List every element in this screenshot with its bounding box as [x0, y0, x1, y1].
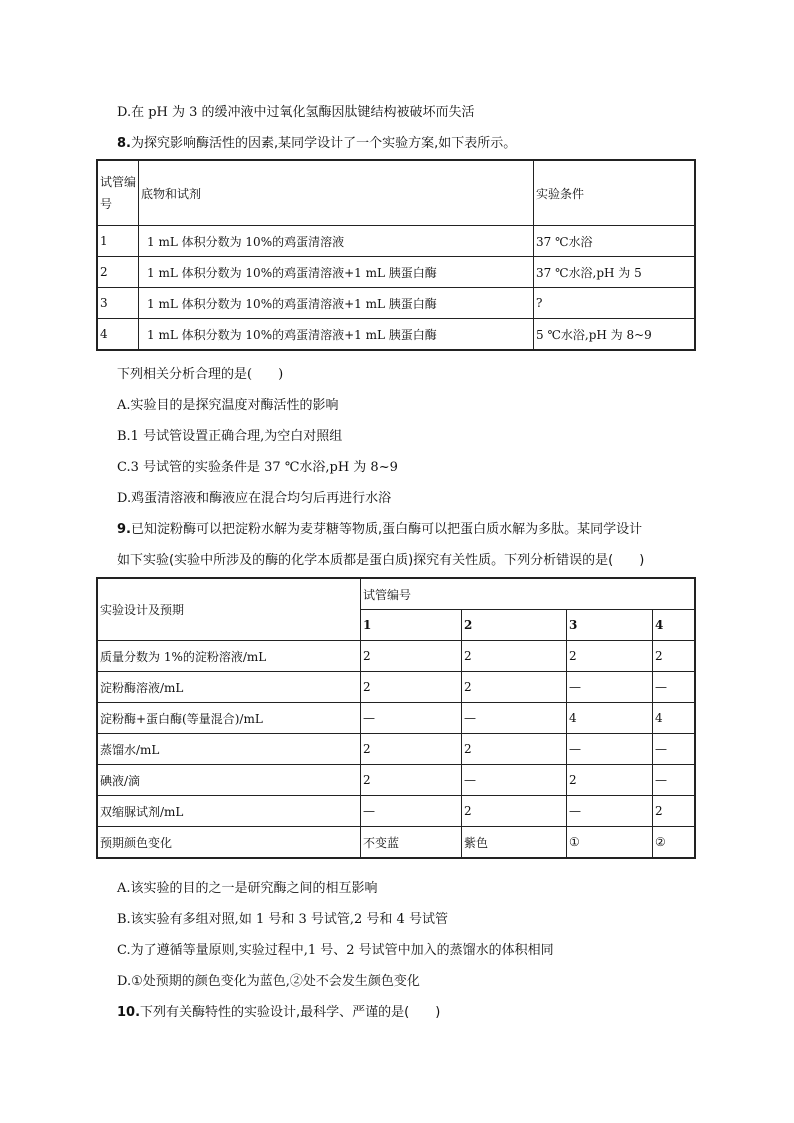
q9-cell: ②	[653, 827, 696, 859]
q9-cell: 2	[462, 641, 567, 672]
q10-stem	[117, 1004, 440, 1022]
q9-cell: 2	[361, 641, 462, 672]
q8-stem-text: 为探究影响酶活性的因素,某同学设计了一个实验方案,如下表所示。	[130, 136, 517, 151]
q8-cell-condition: ?	[534, 288, 696, 319]
q8-cell-tube: 3	[97, 288, 139, 319]
q9-cell: —	[567, 796, 653, 827]
q9-cell: 2	[361, 734, 462, 765]
q9-cell: 2	[361, 765, 462, 796]
q9-cell: 2	[361, 672, 462, 703]
q8-header-tube: 试管编号	[97, 160, 139, 226]
q8-cell-reagent: 1 mL 体积分数为 10%的鸡蛋清溶液+1 mL 胰蛋白酶	[139, 319, 534, 351]
q9-cell: 2	[462, 672, 567, 703]
q8-option-d: D.鸡蛋清溶液和酶液应在混合均匀后再进行水浴	[117, 491, 392, 506]
q9-tube-header: 3	[567, 610, 653, 641]
q9-cell: —	[653, 765, 696, 796]
q8-cell-tube: 4	[97, 319, 139, 351]
q8-option-c: C.3 号试管的实验条件是 37 ℃水浴,pH 为 8~9	[117, 460, 398, 475]
q9-cell: 4	[653, 703, 696, 734]
q8-option-b: B.1 号试管设置正确合理,为空白对照组	[117, 429, 343, 444]
q9-corner-header: 实验设计及预期	[97, 578, 361, 641]
q8-header-condition: 实验条件	[534, 160, 696, 226]
q10-stem-text: 下列有关酶特性的实验设计,最科学、严谨的是( )	[140, 1005, 441, 1020]
q9-stem-line1	[117, 521, 642, 539]
q9-cell: —	[361, 796, 462, 827]
q9-row-label: 碘液/滴	[97, 765, 361, 796]
q9-cell: 4	[567, 703, 653, 734]
q8-cell-condition: 37 ℃水浴,pH 为 5	[534, 257, 696, 288]
q8-table	[96, 159, 696, 351]
q9-tube-header: 1	[361, 610, 462, 641]
q9-cell: 2	[653, 641, 696, 672]
q9-cell: 2	[462, 796, 567, 827]
q9-cell: 2	[567, 765, 653, 796]
q9-option-d: D.①处预期的颜色变化为蓝色,②处不会发生颜色变化	[117, 974, 420, 989]
q9-group-header: 试管编号	[361, 578, 696, 610]
q9-number: 9.	[117, 522, 131, 537]
q9-cell: —	[567, 734, 653, 765]
q8-cell-reagent: 1 mL 体积分数为 10%的鸡蛋清溶液	[139, 226, 534, 257]
q8-question: 下列相关分析合理的是( )	[117, 367, 284, 382]
q9-cell: 2	[653, 796, 696, 827]
q9-option-a: A.该实验的目的之一是研究酶之间的相互影响	[117, 881, 378, 896]
q8-number: 8.	[117, 136, 131, 151]
q9-cell: —	[653, 672, 696, 703]
q8-option-a: A.实验目的是探究温度对酶活性的影响	[117, 398, 339, 413]
q9-tube-header: 2	[462, 610, 567, 641]
q8-cell-tube: 2	[97, 257, 139, 288]
q9-stem-line2: 如下实验(实验中所涉及的酶的化学本质都是蛋白质)探究有关性质。下列分析错误的是( )	[117, 553, 645, 568]
q9-cell: 2	[567, 641, 653, 672]
q9-cell: 紫色	[462, 827, 567, 859]
q8-header-reagent: 底物和试剂	[139, 160, 534, 226]
q9-option-c: C.为了遵循等量原则,实验过程中,1 号、2 号试管中加入的蒸馏水的体积相同	[117, 943, 554, 958]
q8-cell-condition: 5 ℃水浴,pH 为 8~9	[534, 319, 696, 351]
q9-stem-text: 已知淀粉酶可以把淀粉水解为麦芽糖等物质,蛋白酶可以把蛋白质水解为多肽。某同学设计	[130, 522, 643, 537]
q8-cell-tube: 1	[97, 226, 139, 257]
q9-row-label: 质量分数为 1%的淀粉溶液/mL	[97, 641, 361, 672]
q9-cell: —	[462, 703, 567, 734]
q9-row-label: 蒸馏水/mL	[97, 734, 361, 765]
q8-cell-reagent: 1 mL 体积分数为 10%的鸡蛋清溶液+1 mL 胰蛋白酶	[139, 288, 534, 319]
q9-table	[96, 577, 696, 859]
q8-stem	[117, 135, 516, 153]
q9-cell: 2	[462, 734, 567, 765]
q9-cell: —	[653, 734, 696, 765]
q9-row-label: 淀粉酶+蛋白酶(等量混合)/mL	[97, 703, 361, 734]
q7-option-d: D.在 pH 为 3 的缓冲液中过氧化氢酶因肽键结构被破坏而失活	[117, 105, 475, 120]
q9-row-label: 预期颜色变化	[97, 827, 361, 859]
q9-tube-header: 4	[653, 610, 696, 641]
q9-cell: —	[361, 703, 462, 734]
q9-cell: —	[567, 672, 653, 703]
q9-cell: 不变蓝	[361, 827, 462, 859]
q8-cell-reagent: 1 mL 体积分数为 10%的鸡蛋清溶液+1 mL 胰蛋白酶	[139, 257, 534, 288]
q9-cell: —	[462, 765, 567, 796]
q9-row-label: 淀粉酶溶液/mL	[97, 672, 361, 703]
q9-option-b: B.该实验有多组对照,如 1 号和 3 号试管,2 号和 4 号试管	[117, 912, 448, 927]
q10-number: 10.	[117, 1005, 141, 1020]
q9-cell: ①	[567, 827, 653, 859]
q9-row-label: 双缩脲试剂/mL	[97, 796, 361, 827]
q8-cell-condition: 37 ℃水浴	[534, 226, 696, 257]
